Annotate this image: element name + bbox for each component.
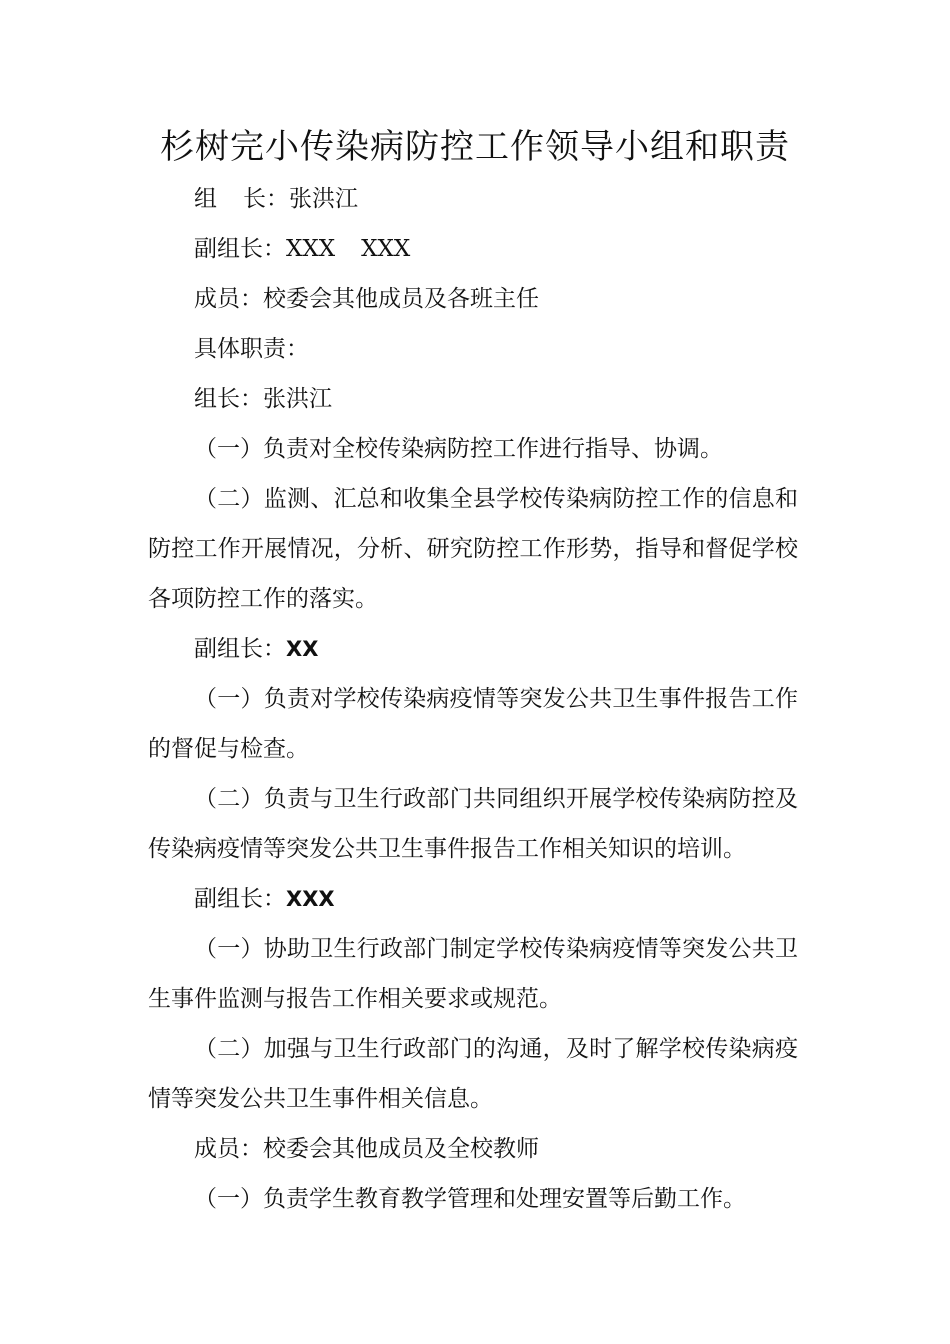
leader-line — [148, 174, 798, 224]
duties-heading: 具体职责： — [194, 336, 309, 362]
deputy-section-2-label: 副组长： — [194, 886, 286, 912]
deputy-section-2-name: XXX — [286, 887, 335, 911]
members-duty-item: （一）负责学生教育教学管理和处理安置等后勤工作。 — [194, 1186, 746, 1212]
deputy-section-1-heading — [148, 624, 798, 674]
document-body — [148, 174, 798, 1224]
leader-name: 张洪江 — [289, 186, 358, 212]
leader-label-right: 长： — [243, 186, 289, 212]
document-title: 杉树完小传染病防控工作领导小组和职责 — [160, 127, 790, 167]
deputy-name-1: XXX — [286, 236, 336, 262]
deputy-2-duty-item: （一）协助卫生行政部门制定学校传染病疫情等突发公共卫生事件监测与报告工作相关要求或规范。 — [148, 936, 798, 1012]
leader-label-left: 组 — [194, 186, 217, 212]
deputy-line — [148, 224, 798, 274]
leader-duty-item: （二）监测、汇总和收集全县学校传染病防控工作的信息和防控工作开展情况，分析、研究防控工作形势，指导和督促学校各项防控工作的落实。 — [148, 486, 798, 612]
deputy-name-2: XXX — [361, 236, 411, 262]
leader-duty-item: （一）负责对全校传染病防控工作进行指导、协调。 — [194, 436, 723, 462]
deputy-1-duty-item: （二）负责与卫生行政部门共同组织开展学校传染病防控及传染病疫情等突发公共卫生事件报告工作相关知识的培训。 — [148, 786, 798, 862]
deputy-section-2-heading — [148, 874, 798, 924]
members-line: 成员：校委会其他成员及各班主任 — [194, 286, 539, 312]
members-section-heading: 成员：校委会其他成员及全校教师 — [194, 1136, 539, 1162]
deputy-section-1-name: XX — [286, 637, 319, 661]
deputy-section-1-label: 副组长： — [194, 636, 286, 662]
deputy-1-duty-item: （一）负责对学校传染病疫情等突发公共卫生事件报告工作的督促与检查。 — [148, 686, 798, 762]
leader-section-heading: 组长：张洪江 — [194, 386, 332, 412]
deputy-label: 副组长： — [194, 236, 286, 262]
deputy-2-duty-item: （二）加强与卫生行政部门的沟通，及时了解学校传染病疫情等突发公共卫生事件相关信息。 — [148, 1036, 798, 1112]
